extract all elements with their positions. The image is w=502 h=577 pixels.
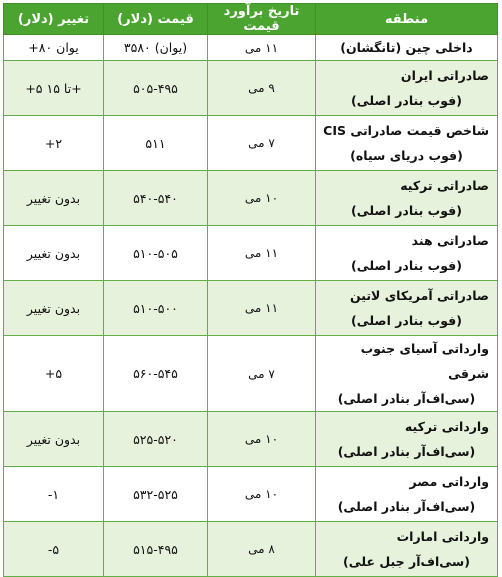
table-row (4, 412, 498, 467)
header-change: تغییر (دلار) (4, 4, 104, 35)
region-cell (316, 171, 498, 226)
region-cell (316, 61, 498, 116)
change-cell: -۱ (4, 467, 104, 522)
price-cell: ۳۵۸۰ (یوان) (104, 35, 208, 61)
region-basis: (فوب بنادر اصلی) (351, 258, 462, 273)
table-row (4, 467, 498, 522)
change-cell: +۵ تا ۱۵+ (4, 61, 104, 116)
header-date: تاریخ برآورد قیمت (208, 4, 316, 35)
header-row (4, 4, 498, 35)
date-cell: ۹ می (208, 61, 316, 116)
region-name: صادراتی آمریکای لاتین (350, 288, 489, 303)
region-basis: (سی‌اف‌آر بنادر اصلی) (337, 499, 476, 514)
change-cell: +۵ (4, 336, 104, 412)
region-basis: (فوب بنادر اصلی) (351, 93, 462, 108)
price-cell: ۵۲۵-۵۲۰ (104, 412, 208, 467)
date-cell: ۱۱ می (208, 35, 316, 61)
price-cell: ۵۱۵-۴۹۵ (104, 522, 208, 577)
region-cell (316, 35, 498, 61)
price-cell: ۵۳۲-۵۲۵ (104, 467, 208, 522)
price-table (3, 3, 498, 577)
region-name: وارداتی آسیای جنوب شرقی (360, 341, 489, 381)
region-basis: (سی‌اف‌آر بنادر اصلی) (337, 391, 476, 406)
price-cell: ۵۱۰-۵۰۰ (104, 281, 208, 336)
table-row (4, 522, 498, 577)
region-name: صادراتی ترکیه (400, 178, 489, 193)
region-cell (316, 281, 498, 336)
table-row (4, 171, 498, 226)
date-cell: ۱۱ می (208, 226, 316, 281)
region-name: وارداتی امارات (396, 529, 489, 544)
region-name: داخلی چین (تانگشان) (340, 40, 473, 55)
region-name: وارداتی ترکیه (404, 419, 489, 434)
change-cell: بدون تغییر (4, 412, 104, 467)
region-name: صادراتی هند (411, 233, 489, 248)
change-cell: +۲ (4, 116, 104, 171)
price-cell: ۵۶۰-۵۴۵ (104, 336, 208, 412)
region-basis: (سی‌اف‌آر بنادر اصلی) (337, 444, 476, 459)
region-name: صادراتی ایران (400, 68, 489, 83)
region-basis: (سی‌اف‌آر جبل علی) (343, 554, 470, 569)
price-cell: ۵۴۰-۵۴۰ (104, 171, 208, 226)
region-cell (316, 116, 498, 171)
region-name: وارداتی مصر (409, 474, 489, 489)
region-cell (316, 226, 498, 281)
change-cell: بدون تغییر (4, 281, 104, 336)
table-row (4, 35, 498, 61)
change-cell: -۵ (4, 522, 104, 577)
change-cell: بدون تغییر (4, 171, 104, 226)
date-cell: ۱۱ می (208, 281, 316, 336)
region-basis: (فوب بنادر اصلی) (351, 313, 462, 328)
date-cell: ۷ می (208, 116, 316, 171)
change-cell: بدون تغییر (4, 226, 104, 281)
price-cell: ۵۱۰-۵۰۵ (104, 226, 208, 281)
date-cell: ۱۰ می (208, 412, 316, 467)
table-row (4, 61, 498, 116)
price-cell: ۵۰۵-۴۹۵ (104, 61, 208, 116)
date-cell: ۸ می (208, 522, 316, 577)
region-cell (316, 467, 498, 522)
table-row (4, 226, 498, 281)
table-row (4, 336, 498, 412)
date-cell: ۷ می (208, 336, 316, 412)
date-cell: ۱۰ می (208, 467, 316, 522)
header-price: قیمت (دلار) (104, 4, 208, 35)
region-cell (316, 336, 498, 412)
table-row (4, 281, 498, 336)
region-cell (316, 412, 498, 467)
region-basis: (فوب بنادر اصلی) (351, 203, 462, 218)
region-cell (316, 522, 498, 577)
region-name: شاخص قیمت صادراتی CIS (323, 123, 489, 138)
region-basis: (فوب دریای سیاه) (350, 148, 463, 163)
price-cell: ۵۱۱ (104, 116, 208, 171)
date-cell: ۱۰ می (208, 171, 316, 226)
change-cell: +۸۰ یوان (4, 35, 104, 61)
header-region: منطقه (316, 4, 498, 35)
table-row (4, 116, 498, 171)
